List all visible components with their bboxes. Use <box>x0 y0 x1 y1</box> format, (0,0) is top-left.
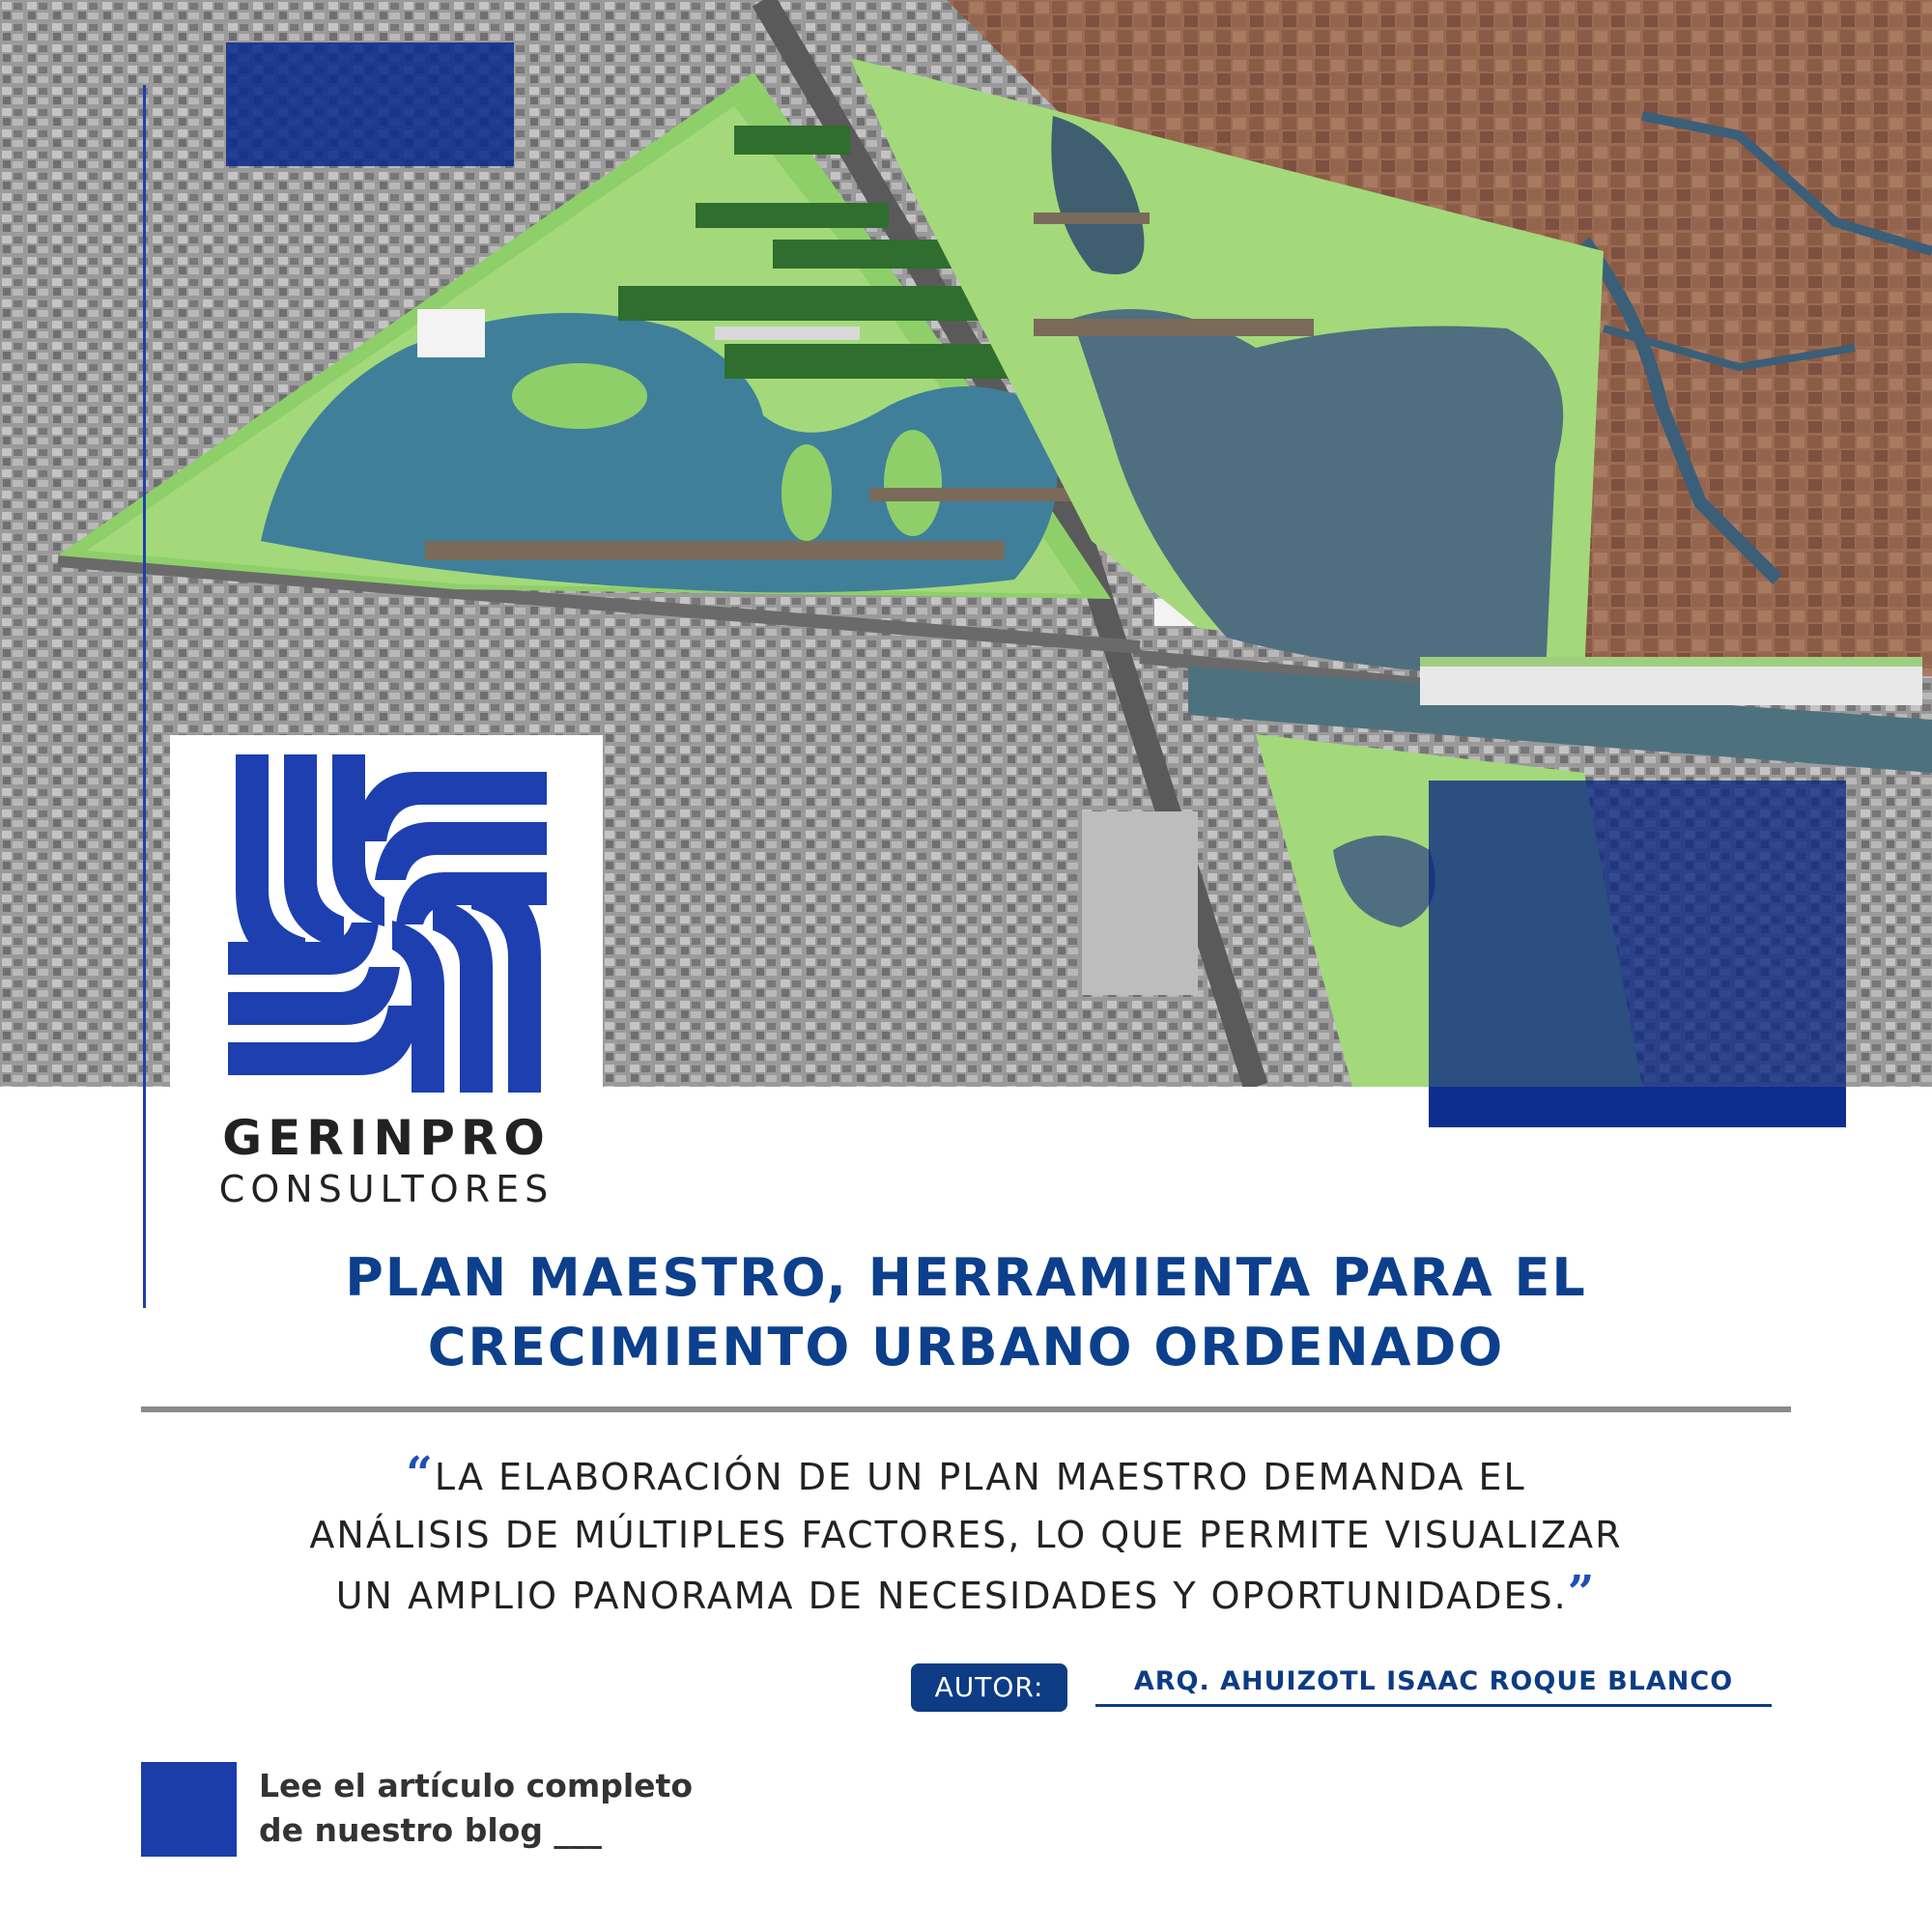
blog-cta-text <box>259 1764 761 1853</box>
close-quote-icon: ” <box>1567 1566 1597 1620</box>
title-divider <box>141 1406 1791 1412</box>
open-quote-icon: “ <box>406 1447 435 1501</box>
article-title-line-2: CRECIMIENTO URBANO ORDENADO <box>427 1317 1505 1378</box>
quote-line-3 <box>0 1564 1932 1625</box>
gerinpro-swirl-logo-icon <box>209 745 566 1102</box>
quote-line-1 <box>0 1445 1932 1506</box>
decorative-blue-square-top <box>226 43 514 166</box>
blog-cta-line-1: Lee el artículo completo <box>259 1767 693 1804</box>
author-label-badge: AUTOR: <box>911 1663 1067 1712</box>
decorative-blue-band <box>1429 1087 1846 1127</box>
quote-text-1: LA ELABORACIÓN DE UN PLAN MAESTRO DEMANDA EL <box>434 1456 1526 1498</box>
quote-text-3: UN AMPLIO PANORAMA DE NECESIDADES Y OPORTUNIDADES. <box>335 1575 1568 1617</box>
article-title-line-1: PLAN MAESTRO, HERRAMIENTA PARA EL <box>345 1247 1587 1308</box>
decorative-vertical-line <box>143 85 146 1308</box>
author-name: ARQ. AHUIZOTL ISAAC ROQUE BLANCO <box>1095 1660 1772 1707</box>
decorative-blue-square-right <box>1429 781 1846 1127</box>
quote-line-2: ANÁLISIS DE MÚLTIPLES FACTORES, LO QUE PERMITE VISUALIZAR <box>309 1514 1623 1556</box>
brand-name: GERINPRO <box>222 1110 551 1166</box>
article-title <box>0 1243 1932 1382</box>
brand-subtitle: CONSULTORES <box>218 1168 554 1210</box>
blog-cta-line-2: de nuestro blog ___ <box>259 1811 602 1849</box>
article-quote <box>0 1445 1932 1625</box>
logo-card <box>170 735 603 1232</box>
cta-blue-square <box>141 1762 237 1857</box>
